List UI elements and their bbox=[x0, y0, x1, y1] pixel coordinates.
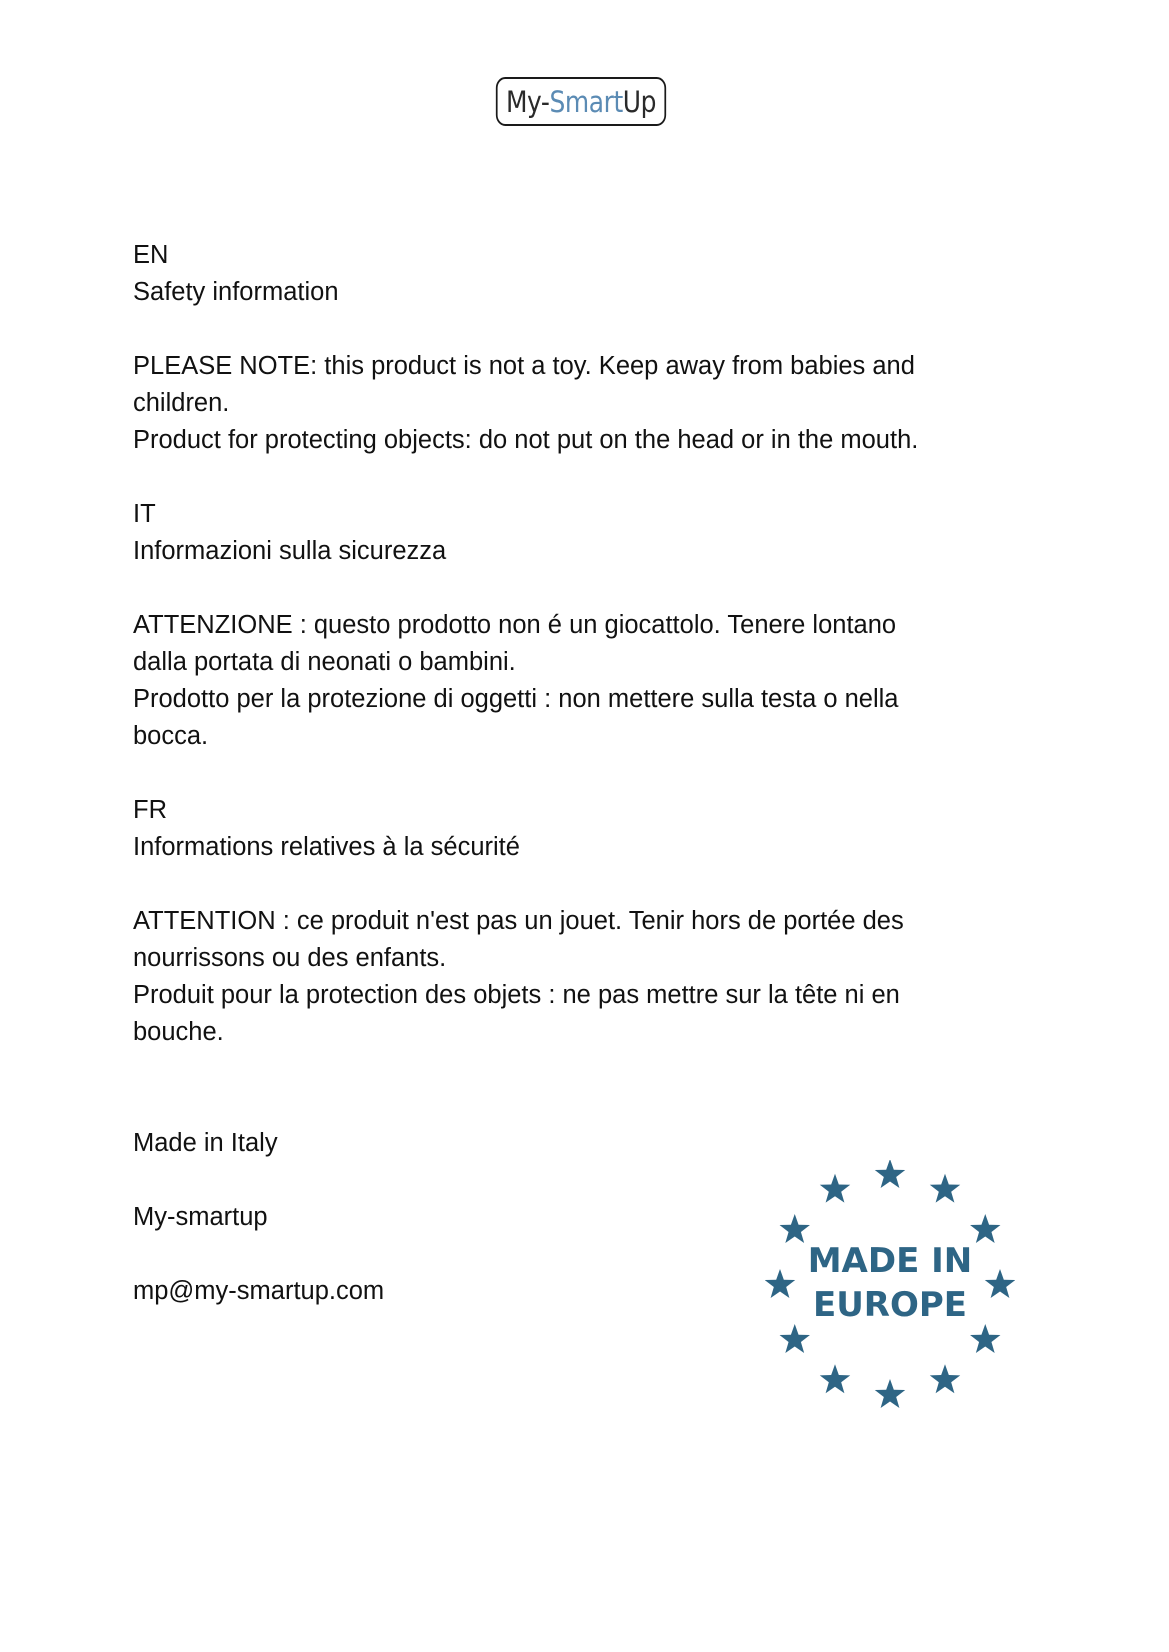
made-in-italy-text: Made in Italy bbox=[133, 1129, 278, 1157]
star-icon bbox=[820, 1364, 850, 1393]
star-icon bbox=[930, 1174, 960, 1203]
section-en-code: EN bbox=[133, 241, 169, 269]
badge-line2: EUROPE bbox=[812, 1285, 968, 1325]
star-icon bbox=[875, 1379, 905, 1408]
star-icon bbox=[985, 1269, 1015, 1298]
star-icon bbox=[970, 1324, 1000, 1353]
badge-line1: MADE IN bbox=[807, 1241, 973, 1281]
section-en-line3: Product for protecting objects: do not put on the head or in the mouth. bbox=[133, 426, 919, 454]
logo-text-up: Up bbox=[622, 84, 657, 119]
section-it-line4: bocca. bbox=[133, 722, 209, 750]
section-en-line1: PLEASE NOTE: this product is not a toy. Keep away from babies and bbox=[133, 352, 915, 380]
star-icon bbox=[930, 1364, 960, 1393]
section-it-title: Informazioni sulla sicurezza bbox=[133, 537, 447, 565]
section-it-line3: Prodotto per la protezione di oggetti : non mettere sulla testa o nella bbox=[133, 685, 899, 713]
section-fr-line4: bouche. bbox=[133, 1018, 224, 1046]
safety-content bbox=[133, 237, 1033, 1051]
section-en-title: Safety information bbox=[133, 278, 339, 306]
section-fr-title: Informations relatives à la sécurité bbox=[133, 833, 520, 861]
star-ring bbox=[765, 1160, 1015, 1408]
star-icon bbox=[875, 1160, 905, 1188]
section-it-line1: ATTENZIONE : questo prodotto non é un giocattolo. Tenere lontano bbox=[133, 611, 897, 639]
section-en bbox=[133, 237, 1033, 459]
section-en-line2: children. bbox=[133, 389, 230, 417]
star-icon bbox=[780, 1324, 810, 1353]
star-icon bbox=[970, 1214, 1000, 1243]
star-icon bbox=[780, 1214, 810, 1243]
company-name: My-smartup bbox=[133, 1203, 268, 1231]
section-fr-code: FR bbox=[133, 796, 167, 824]
star-icon bbox=[820, 1174, 850, 1203]
section-it-line2: dalla portata di neonati o bambini. bbox=[133, 648, 516, 676]
section-fr-line1: ATTENTION : ce produit n'est pas un jouet. Tenir hors de portée des bbox=[133, 907, 904, 935]
section-fr-line2: nourrissons ou des enfants. bbox=[133, 944, 447, 972]
made-in-europe-badge bbox=[765, 1160, 1015, 1410]
star-icon bbox=[765, 1269, 795, 1298]
logo-text-my: My- bbox=[505, 84, 550, 119]
brand-logo bbox=[496, 77, 666, 126]
section-fr bbox=[133, 792, 1033, 1051]
footer-info bbox=[133, 1125, 384, 1347]
contact-email: mp@my-smartup.com bbox=[133, 1277, 385, 1305]
section-it bbox=[133, 496, 1033, 755]
section-fr-line3: Produit pour la protection des objets : ne pas mettre sur la tête ni en bbox=[133, 981, 900, 1009]
logo-text-smart: Smart bbox=[549, 84, 623, 119]
section-it-code: IT bbox=[133, 500, 156, 528]
